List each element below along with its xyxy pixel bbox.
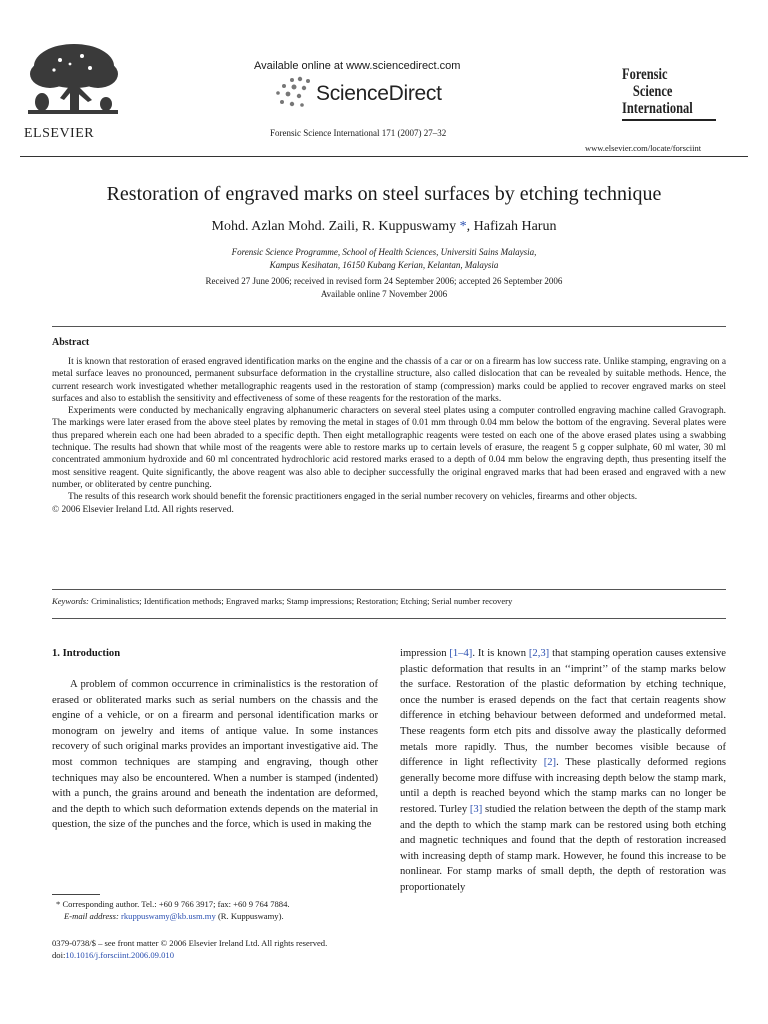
- affiliation: [0, 246, 768, 272]
- article-title: Restoration of engraved marks on steel surfaces by etching technique: [106, 183, 662, 205]
- journal-logo: [622, 66, 718, 121]
- intro-right-column: [400, 646, 726, 896]
- doi-label: doi:: [52, 950, 66, 960]
- abstract-copyright: © 2006 Elsevier Ireland Ltd. All rights reserved.: [52, 504, 234, 515]
- journal-logo-line: Forensic: [622, 66, 668, 83]
- sciencedirect-wordmark: ScienceDirect: [316, 82, 442, 105]
- available-online-text: Available online at www.sciencedirect.com: [254, 60, 461, 72]
- affiliation-line: Kampus Kesihatan, 16150 Kubang Kerian, Kelantan, Malaysia: [269, 260, 499, 270]
- footnote-rule: [52, 894, 100, 895]
- abstract-heading: Abstract: [52, 337, 90, 348]
- journal-logo-rule: [622, 119, 716, 121]
- footnote-contact: * Corresponding author. Tel.: +60 9 766 3917; fax: +60 9 764 7884.: [56, 899, 290, 909]
- abstract-paragraph: Experiments were conducted by mechanically engraving alphanumeric characters on several steel plates using a computer controlled engraving machine called Gravograph. The markings were later erased from the above steel plates by removing the metal in stages of 0.01 mm through 0.04 mm below the bottom of the engraving. Several plates were thus prepared wherein each one had been abraded to a specific depth. Then eight metallographic reagents were tested on each one of the above erased plates using a swabbing technique. The results had shown that while most of the reagents were able to restore marks up to certain levels of erasure, the reagent 5 g copper sulphate, 60 ml water, 30 ml concentrated ammonium hydroxide and 60 ml concentrated hydrochloric acid restored marks erased to a depth of 0.04 mm below the engraving depth, thus presenting itself the most sensitive reagent. Quite significantly, the above reagent was also able to decipher successfully the original engraved marks that had been erased and engraved with a new number, or obliterated by centre punching.: [52, 406, 726, 490]
- keywords-top-rule: [52, 589, 726, 590]
- body-paragraph: A problem of common occurrence in criminalistics is the restoration of erased or obliterated marks such as serial numbers on the chassis and the engine of a vehicle, or on a firearm and personal identification marks or monogram on jewelry and items of antique value. In some instances recovery of such original marks provides an important investigative aid. The most common techniques are stamping and engraving, though other techniques may also be encountered. When a number is stamped (indented) with a punch, the grains around and beneath the indentation are deformed, and the depth to which such deformation extends depends on the material in question, the size of the punches and the force, which is used in making the: [52, 679, 378, 831]
- sciencedirect-dots-icon: [272, 76, 314, 112]
- author-list: [0, 219, 768, 235]
- journal-citation: Forensic Science International 171 (2007) 27–32: [270, 128, 447, 138]
- reference-link[interactable]: [2,3]: [528, 648, 550, 659]
- footnote-email-line: [56, 910, 386, 922]
- body-text: impression: [400, 648, 450, 659]
- doi-link[interactable]: 10.1016/j.forsciint.2006.09.010: [65, 950, 174, 960]
- journal-url-link[interactable]: www.elsevier.com/locate/forsciint: [585, 143, 702, 153]
- email-label: E-mail address:: [64, 911, 119, 921]
- keywords: [52, 596, 726, 606]
- body-text: studied the relation between the depth of the stamp mark and the depth to which the stamp mark can be restored using both etching and magnetic techniques and found that the depth of restoration increased with increasing depth of stamp mark. However, he found this increase to be nonlinear. For stamp marks of small depth, the depth of restoration was proportionately: [400, 803, 726, 893]
- body-text: . These plastically deformed regions generally become more diffuse with increasing depth below the stamp mark, until a depth is reached beyond which the stamp marks can no longer be restored. Turley: [400, 757, 726, 815]
- intro-left-column: [52, 677, 378, 833]
- journal-logo-line: Science: [632, 83, 673, 100]
- available-date: Available online 7 November 2006: [320, 289, 448, 299]
- authors-tail: , Hafizah Harun: [466, 219, 557, 234]
- received-dates: Received 27 June 2006; received in revised form 24 September 2006; accepted 26 September 2006: [205, 276, 563, 286]
- keywords-bottom-rule: [52, 618, 726, 619]
- body-text: . It is known: [472, 648, 529, 659]
- body-paragraph: [400, 646, 726, 896]
- email-tail: (R. Kuppuswamy).: [215, 911, 284, 921]
- abstract-body: [52, 356, 726, 516]
- body-text: that stamping operation causes extensive plastic deformation that results in an ‘‘imprint’’ of the stamp marks below the surface. Restoration of the plastic deformation by etching technique, once the number is erased depends on the fact that certain reagents show difference in etching behaviour between deformed and undeformed metal. These reagents form etch pits and dissolve away the plastically deformed metals more rapidly. Thus, the number becomes visible because of difference in light reflectivity: [400, 648, 726, 769]
- keywords-text: Criminalistics; Identification methods; Engraved marks; Stamp impressions; Restoration; Etching; Serial number recovery: [91, 596, 513, 606]
- header-divider: [20, 156, 748, 157]
- email-link[interactable]: rkuppuswamy@kb.usm.my: [120, 911, 216, 921]
- reference-link[interactable]: [1–4]: [449, 648, 473, 659]
- reference-link[interactable]: [3]: [469, 803, 483, 815]
- doi-line: [52, 949, 382, 961]
- corresponding-author-link[interactable]: *: [459, 219, 467, 234]
- abstract-paragraph: It is known that restoration of erased engraved identification marks on the engine and the chassis of a car or on a firearm has low success rate. Unlike stamping, engraving on a metal surface leaves no pronounced, permanent subsurface deformation in the crystalline structure, also called dislocation that can be revealed by suitable methods. Hence, the current research work investigated whether metallographic reagents used in the restoration of stamp (compression) marks could be applied to recover engraved marks on steel surfaces and also to establish the sensitivity and effectiveness of some of these reagents for the restoration of the marks.: [52, 357, 726, 404]
- issn-line: 0379-0738/$ – see front matter © 2006 Elsevier Ireland Ltd. All rights reserved.: [52, 938, 328, 948]
- elsevier-logo: [20, 40, 126, 150]
- authors-text: Mohd. Azlan Mohd. Zaili, R. Kuppuswamy: [211, 219, 457, 234]
- sciencedirect-logo[interactable]: [272, 76, 472, 112]
- keywords-label: Keywords:: [52, 596, 89, 606]
- affiliation-line: Forensic Science Programme, School of Health Sciences, Universiti Sains Malaysia,: [231, 247, 537, 257]
- article-dates: [0, 275, 768, 301]
- elsevier-tree-icon: [20, 40, 126, 124]
- abstract-paragraph: The results of this research work should benefit the forensic practitioners engaged in the serial number recovery on vehicles, firearms and other objects.: [68, 492, 638, 503]
- section-heading: 1. Introduction: [52, 648, 121, 659]
- issn-block: [52, 937, 382, 961]
- abstract-top-rule: [52, 326, 726, 327]
- reference-link[interactable]: [2]: [543, 757, 557, 769]
- journal-logo-line: International: [622, 100, 693, 117]
- footnote: [56, 898, 386, 922]
- publisher-name: ELSEVIER: [24, 126, 95, 141]
